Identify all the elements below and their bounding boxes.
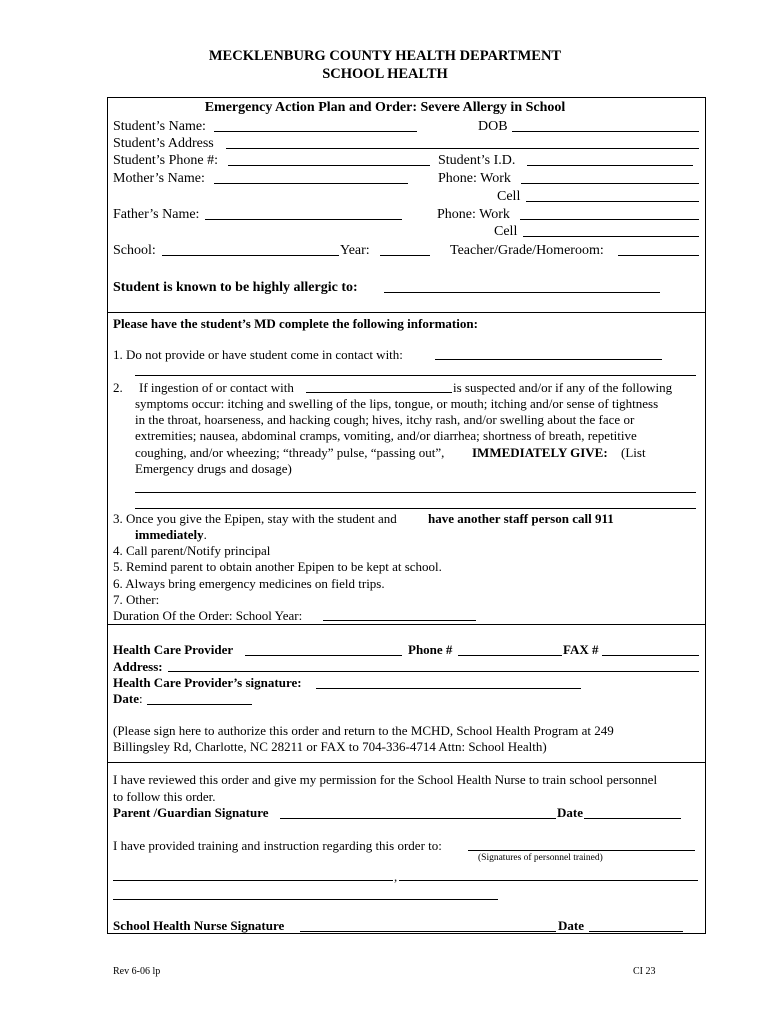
allergy-label: Student is known to be highly allergic to:	[113, 280, 358, 295]
school-label: School:	[113, 243, 156, 258]
father-phone-work-label: Phone: Work	[437, 207, 510, 222]
training-field[interactable]	[468, 850, 695, 851]
dob-label: DOB	[478, 119, 508, 134]
allergy-field[interactable]	[384, 292, 660, 293]
hcp-label: Health Care Provider	[113, 642, 234, 657]
hcp-address-field[interactable]	[168, 671, 699, 672]
no-contact-field-2[interactable]	[135, 375, 696, 376]
mother-name-field[interactable]	[214, 183, 408, 184]
dob-field[interactable]	[512, 131, 699, 132]
mother-cell-label: Cell	[497, 189, 521, 204]
student-phone-label: Student’s Phone #:	[113, 153, 219, 168]
page-title: MECKLENBURG COUNTY HEALTH DEPARTMENT	[208, 48, 562, 64]
hcp-signature-field[interactable]	[316, 688, 581, 689]
parent-signature-label: Parent /Guardian Signature	[113, 805, 269, 820]
item-2-line5: coughing, and/or wheezing; “thready” pulse, “passing out”,	[135, 445, 445, 460]
authorize-note-1: (Please sign here to authorize this order and return to the MCHD, School Health Program at 249	[113, 723, 614, 738]
item-4: 4. Call parent/Notify principal	[113, 543, 271, 558]
nurse-date-label: Date	[558, 918, 584, 933]
father-name-field[interactable]	[205, 219, 402, 220]
mother-cell-field[interactable]	[526, 201, 699, 202]
hcp-fax-field[interactable]	[602, 655, 699, 656]
item-2-line6: Emergency drugs and dosage)	[135, 461, 292, 476]
father-cell-label: Cell	[494, 224, 518, 239]
hcp-date-label: Date	[113, 691, 139, 706]
item-2-line1b: is suspected and/or if any of the following	[453, 380, 673, 395]
father-cell-field[interactable]	[523, 236, 699, 237]
student-name-label: Student’s Name:	[113, 119, 206, 134]
mother-name-label: Mother’s Name:	[113, 171, 205, 186]
revision-label: Rev 6-06 lp	[113, 966, 161, 977]
personnel-signature-field-1[interactable]	[113, 880, 393, 881]
duration-field[interactable]	[323, 620, 476, 621]
hcp-fax-label: FAX #	[563, 642, 599, 657]
student-name-field[interactable]	[214, 131, 417, 132]
item-2-line2: symptoms occur: itching and swelling of the lips, tongue, or mouth; itching and/or sense of tightness	[135, 396, 659, 411]
item-3c-wrap: immediately.	[135, 527, 207, 542]
hcp-phone-label: Phone #	[408, 642, 453, 657]
page-subtitle: SCHOOL HEALTH	[322, 66, 448, 82]
item-2-line3: in the throat, hoarseness, and hacking cough; hives, itchy rash, and/or swelling about the face or	[135, 412, 635, 427]
review-text-2: to follow this order.	[113, 789, 216, 804]
nurse-signature-field[interactable]	[300, 931, 556, 932]
teacher-field[interactable]	[618, 255, 699, 256]
item-2-line1a: If ingestion of or contact with	[139, 380, 294, 395]
personnel-signature-field-3[interactable]	[113, 899, 498, 900]
training-label: I have provided training and instruction regarding this order to:	[113, 838, 442, 853]
student-address-label: Student’s Address	[113, 136, 214, 151]
md-heading: Please have the student’s MD complete the following information:	[113, 316, 478, 331]
item-3b: have another staff person call 911	[428, 511, 614, 526]
school-field[interactable]	[162, 255, 339, 256]
hcp-date-wrap: Date:	[113, 691, 143, 706]
personnel-signature-field-2[interactable]	[399, 880, 698, 881]
item-3a: 3. Once you give the Epipen, stay with the student and	[113, 511, 397, 526]
student-phone-field[interactable]	[228, 165, 430, 166]
item-6: 6. Always bring emergency medicines on field trips.	[113, 576, 385, 591]
authorize-note-2: Billingsley Rd, Charlotte, NC 28211 or FAX to 704-336-4714 Attn: School Health)	[113, 739, 547, 754]
nurse-signature-label: School Health Nurse Signature	[113, 918, 285, 933]
comma: ,	[394, 869, 398, 884]
hcp-address-label: Address:	[113, 659, 163, 674]
hcp-signature-label: Health Care Provider’s signature:	[113, 675, 302, 690]
personnel-note: (Signatures of personnel trained)	[478, 853, 603, 863]
drugs-field-1[interactable]	[135, 492, 696, 493]
item-7: 7. Other:	[113, 592, 160, 607]
student-id-field[interactable]	[527, 165, 693, 166]
item-2-line4: extremities; nausea, abdominal cramps, vomiting, and/or diarrhea; shortness of breath, repetitive	[135, 428, 637, 443]
hcp-date-field[interactable]	[147, 704, 252, 705]
father-name-label: Father’s Name:	[113, 207, 200, 222]
item-5: 5. Remind parent to obtain another Epipen to be kept at school.	[113, 559, 442, 574]
year-field[interactable]	[380, 255, 430, 256]
parent-signature-field[interactable]	[280, 818, 556, 819]
form-code: CI 23	[633, 966, 656, 977]
hcp-phone-field[interactable]	[458, 655, 562, 656]
review-text-1: I have reviewed this order and give my permission for the School Health Nurse to train school personnel	[113, 772, 658, 787]
nurse-date-field[interactable]	[589, 931, 683, 932]
parent-date-label: Date	[557, 805, 583, 820]
section-divider	[107, 312, 706, 313]
item-1: 1. Do not provide or have student come in contact with:	[113, 347, 403, 362]
ingestion-field[interactable]	[306, 392, 452, 393]
immediately-give: IMMEDIATELY GIVE:	[472, 445, 608, 460]
student-id-label: Student’s I.D.	[438, 153, 516, 168]
parent-date-field[interactable]	[584, 818, 681, 819]
mother-phone-work-label: Phone: Work	[438, 171, 511, 186]
form-title: Emergency Action Plan and Order: Severe Allergy in School	[204, 100, 566, 115]
item-2-number: 2.	[113, 380, 123, 395]
student-address-field[interactable]	[226, 148, 699, 149]
hcp-field[interactable]	[245, 655, 402, 656]
year-label: Year:	[340, 243, 370, 258]
mother-phone-work-field[interactable]	[521, 183, 699, 184]
section-divider	[107, 762, 706, 763]
list-label: (List	[621, 445, 646, 460]
teacher-label: Teacher/Grade/Homeroom:	[450, 243, 604, 258]
item-3c: immediately	[135, 527, 204, 542]
father-phone-work-field[interactable]	[520, 219, 699, 220]
no-contact-field[interactable]	[435, 359, 662, 360]
duration-label: Duration Of the Order: School Year:	[113, 608, 303, 623]
drugs-field-2[interactable]	[135, 508, 696, 509]
